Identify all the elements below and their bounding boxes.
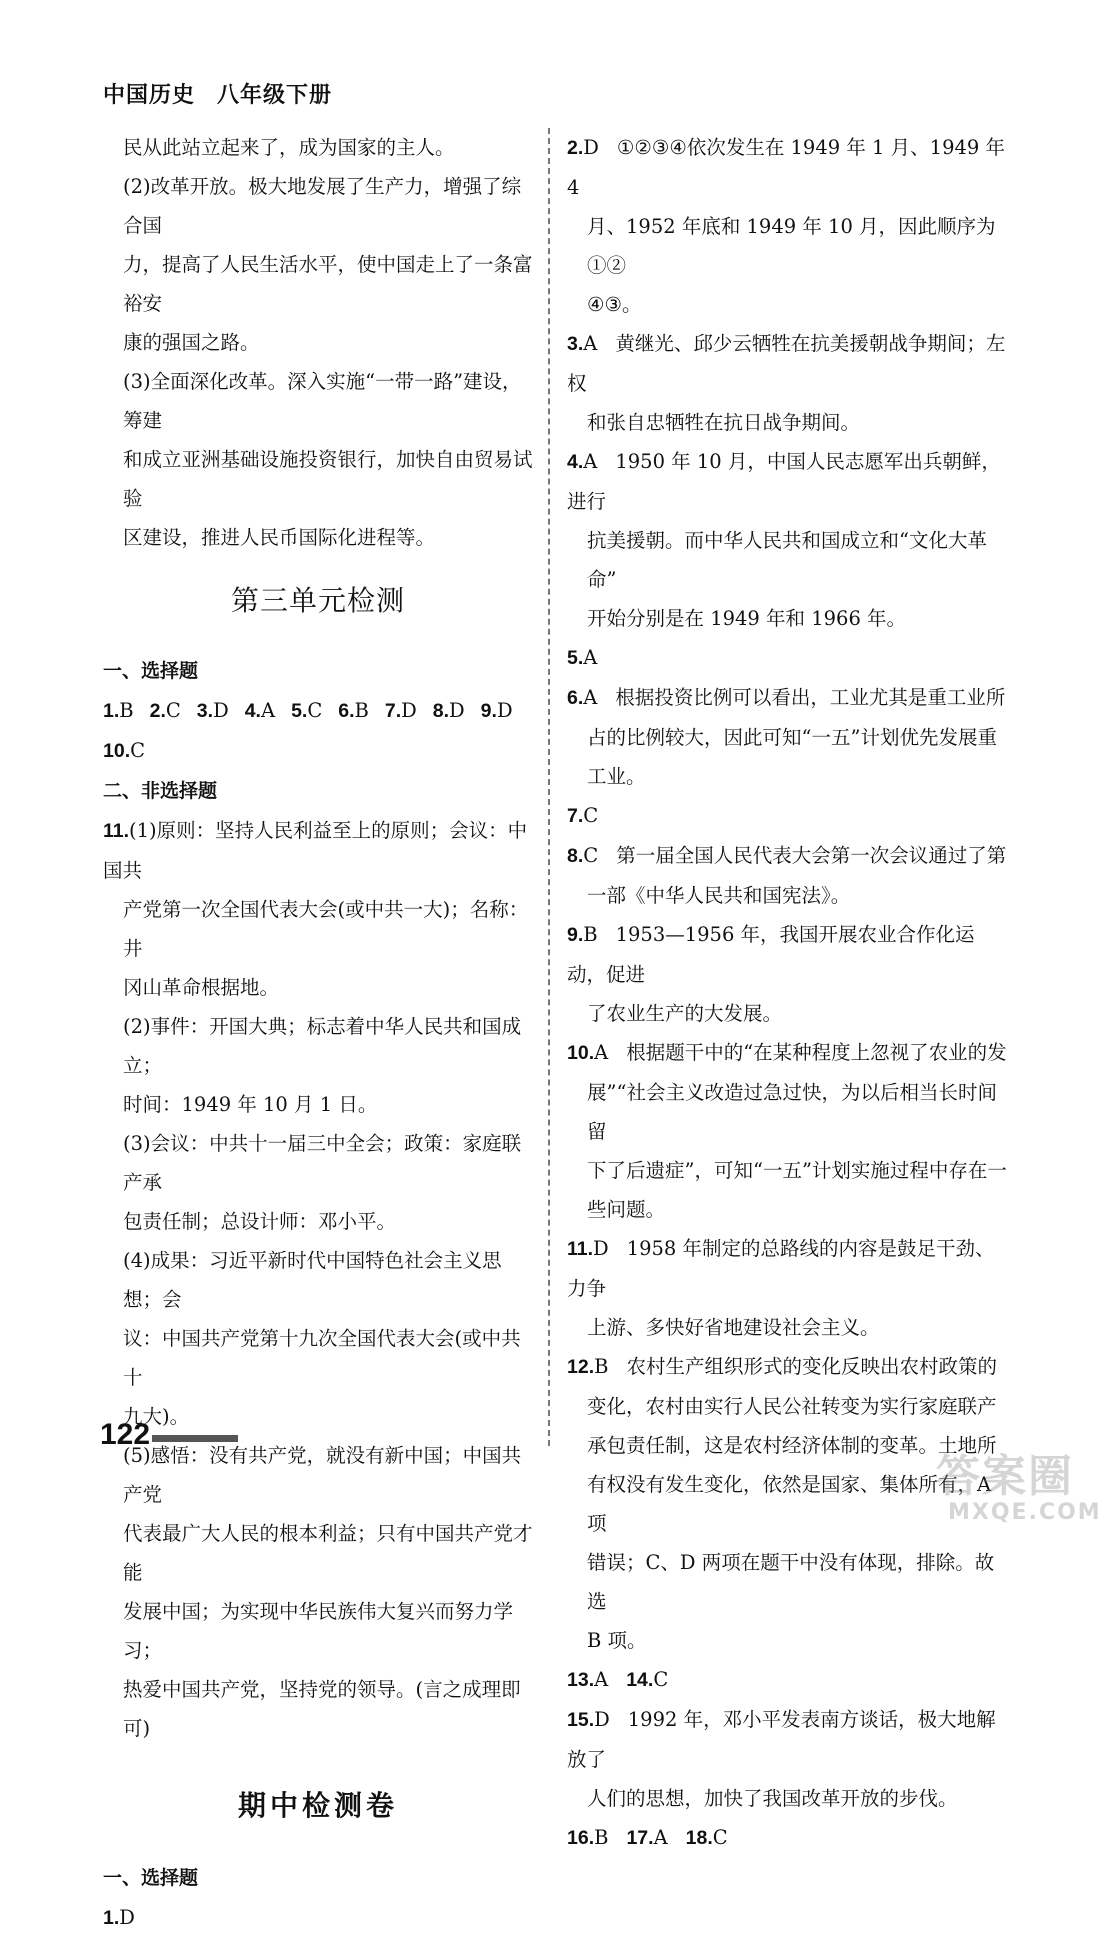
intro-line: (3)全面深化改革。深入实施“一带一路”建设，筹建 (123, 370, 522, 432)
answer-line (567, 521, 1007, 599)
mcq-choice: D (213, 699, 229, 722)
answer-text: 承包责任制，这是农村经济体制的变革。土地所 (587, 1434, 997, 1457)
mcq-answer (433, 699, 465, 722)
answer-number: 12. (567, 1356, 595, 1378)
mcq-number: 6. (338, 700, 355, 722)
answer-choice: C (583, 804, 599, 827)
answer-number: 13. (567, 1669, 595, 1691)
q11-line (103, 1124, 533, 1202)
answer-line (567, 324, 1007, 403)
answer-choice: B (594, 1826, 609, 1849)
q11-line (103, 968, 533, 1007)
answer-text: 有权没有发生变化，依然是国家、集体所有，A 项 (587, 1473, 992, 1535)
answer-choice: A (583, 332, 598, 355)
mcq-choice: C (165, 699, 181, 722)
watermark-logo: 答案圈 (936, 1451, 1074, 1502)
mcq-number: 7. (384, 700, 402, 722)
q11-number: 11. (103, 820, 130, 842)
section-heading-mcq: 一、选择题 (103, 660, 199, 682)
answer-text: 抗美援朝。而中华人民共和国成立和“文化大革命” (587, 529, 987, 591)
q11-line (103, 890, 533, 968)
answer-text: 农村生产组织形式的变化反映出农村政策的 (626, 1355, 997, 1378)
answer-line (567, 718, 1007, 757)
answer-choice: A (594, 1668, 609, 1691)
answer-number: 4. (567, 451, 584, 473)
section-heading-nonmcq: 二、非选择题 (103, 780, 218, 802)
answer-text: 工业。 (587, 765, 646, 788)
watermark-url: MXQE.COM (948, 1500, 1102, 1525)
answer-text: 1992 年，邓小平发表南方谈话，极大地解放了 (567, 1708, 996, 1771)
answer-line (567, 1700, 1007, 1779)
answer-text: 根据投资比例可以看出，工业尤其是重工业所 (615, 686, 1006, 709)
answers-16-18 (567, 1818, 1007, 1858)
intro-line: 民从此站立起来了，成为国家的主人。 (123, 136, 455, 159)
answer-number: 2. (567, 137, 584, 159)
q11-text: (1)原则：坚持人民利益至上的原则；会议：中国共 (103, 819, 528, 882)
grade-title: 八年级下册 (217, 83, 333, 108)
answer-text: 展”“社会主义改造过急过快，为以后相当长时间留 (587, 1081, 997, 1143)
mcq-answer (103, 699, 134, 722)
mcq-answer (385, 699, 417, 722)
answer-choice: D (583, 136, 599, 159)
answer-list (567, 128, 1007, 1818)
subject-title: 中国历史 (103, 83, 196, 108)
mcq-choice: B (119, 699, 134, 722)
answer-line (567, 1151, 1007, 1190)
mcq-number: 9. (480, 700, 497, 722)
answer-line (567, 1229, 1007, 1308)
answer-text: 人们的思想，加快了我国改革开放的步伐。 (587, 1787, 958, 1810)
mcq-answer-10: 10.C (103, 739, 146, 762)
q11-text: 发展中国；为实现中华民族伟大复兴而努力学习； (123, 1600, 514, 1662)
mcq-number: 1. (103, 700, 120, 722)
q11-text: (3)会议：中共十一届三中全会；政策：家庭联产承 (123, 1132, 522, 1194)
answer-item (567, 1826, 608, 1849)
page-header (103, 78, 332, 109)
answer-line (567, 757, 1007, 796)
midterm-answer-1: 1.D (103, 1906, 135, 1929)
q11-line (103, 1592, 533, 1670)
left-column (103, 128, 533, 1938)
q11-line (103, 1436, 533, 1514)
answer-line (567, 915, 1007, 994)
mcq-choice: D (449, 699, 465, 722)
mcq-number: 8. (432, 700, 450, 722)
answer-line (567, 994, 1007, 1033)
answer-choice: C (712, 1826, 728, 1849)
answer-line (567, 1347, 1007, 1387)
answer-line (567, 599, 1007, 638)
q11-text: 代表最广大人民的根本利益；只有中国共产党才能 (123, 1522, 533, 1584)
mcq-answer (338, 699, 369, 722)
answer-line (567, 1073, 1007, 1151)
mcq-answer (291, 699, 322, 722)
q11-line (103, 1241, 533, 1319)
answer-text: 一部《中华人民共和国宪法》。 (587, 884, 851, 907)
answer-item (686, 1826, 728, 1849)
q11-text: 九大)。 (123, 1405, 190, 1428)
q11-line (103, 1085, 533, 1124)
answer-number: 9. (567, 924, 584, 946)
q11-text: (5)感悟：没有共产党，就没有新中国；中国共产党 (123, 1444, 522, 1506)
answer-item (626, 1826, 667, 1849)
answer-text: 上游、多快好省地建设社会主义。 (587, 1316, 880, 1339)
answer-choice: D (594, 1708, 610, 1731)
answer-text: 1958 年制定的总路线的内容是鼓足干劲、力争 (567, 1237, 995, 1300)
midterm-title: 期中检测卷 (237, 1789, 398, 1822)
q11-text: 议：中国共产党第十九次全国代表大会(或中共十 (123, 1327, 521, 1389)
intro-line: 康的强国之路。 (123, 331, 260, 354)
mcq-choice: C (307, 699, 323, 722)
answer-choice: A (583, 450, 598, 473)
answer-line (567, 1387, 1007, 1426)
answer-line (567, 128, 1007, 207)
mcq-choice: A (260, 699, 276, 722)
answer-text: 些问题。 (587, 1198, 666, 1221)
q11-answer (103, 811, 533, 1748)
answer-choice: A (583, 646, 598, 669)
answer-number: 7. (567, 805, 584, 827)
page-number: 122 (100, 1418, 151, 1451)
q11-text: (2)事件：开国大典；标志着中华人民共和国成立； (123, 1015, 522, 1077)
q11-text: 冈山革命根据地。 (123, 976, 280, 999)
answer-choice: C (583, 844, 599, 867)
mcq-answer (197, 699, 229, 722)
answer-number: 16. (567, 1827, 595, 1849)
q11-line (103, 1397, 533, 1436)
answer-number: 10. (567, 1042, 595, 1064)
mcq-choice: B (354, 699, 369, 722)
answer-line (567, 1033, 1007, 1073)
intro-line: 区建设，推进人民币国际化进程等。 (123, 526, 436, 549)
answer-number: 14. (626, 1669, 654, 1691)
answer-text: 占的比例较大，因此可知“一五”计划优先发展重 (587, 726, 997, 749)
answer-number: 8. (567, 845, 584, 867)
answer-extra (626, 1668, 668, 1691)
mcq-number: 5. (291, 700, 308, 722)
answer-text: 月、1952 年底和 1949 年 10 月，因此顺序为①② (587, 215, 996, 277)
mcq-answers-row (103, 691, 533, 731)
section-heading-midterm-mcq: 一、选择题 (103, 1867, 199, 1889)
answer-line (567, 285, 1007, 324)
answer-text: B 项。 (587, 1629, 647, 1652)
answer-text: 变化，农村由实行人民公社转变为实行家庭联产 (587, 1395, 997, 1418)
q11-line (103, 1514, 533, 1592)
answer-number: 11. (567, 1238, 594, 1260)
q11-line (103, 811, 533, 890)
answer-text: 错误；C、D 两项在题干中没有体现，排除。故选 (587, 1551, 995, 1613)
page-number-bar (152, 1435, 238, 1442)
mcq-number: 4. (244, 700, 261, 722)
mcq-number: 2. (149, 700, 166, 722)
intro-line: 力，提高了人民生活水平，使中国走上了一条富裕安 (123, 253, 533, 315)
answer-line (567, 1779, 1007, 1818)
intro-block (103, 128, 533, 557)
column-divider (548, 128, 550, 1446)
q11-text: 包责任制；总设计师：邓小平。 (123, 1210, 397, 1233)
q11-line (103, 1319, 533, 1397)
answer-text: 第一届全国人民代表大会第一次会议通过了第 (616, 844, 1007, 867)
answer-line (567, 876, 1007, 915)
q11-text: 时间：1949 年 10 月 1 日。 (123, 1093, 378, 1116)
answer-choice: B (583, 923, 598, 946)
answer-number: 15. (567, 1709, 595, 1731)
q11-line (103, 1007, 533, 1085)
answer-number: 6. (567, 687, 584, 709)
intro-line: (2)改革开放。极大地发展了生产力，增强了综合国 (123, 175, 522, 237)
answer-choice: A (594, 1041, 609, 1064)
answer-line (567, 1621, 1007, 1660)
answer-line (567, 1660, 1007, 1700)
answer-text: 了农业生产的大发展。 (587, 1002, 783, 1025)
q11-line (103, 1670, 533, 1748)
unit-title: 第三单元检测 (230, 584, 405, 617)
answer-line (567, 638, 1007, 678)
q11-line (103, 1202, 533, 1241)
mcq-choice: D (496, 699, 513, 722)
answer-text: 下了后遗症”，可知“一五”计划实施过程中存在一 (587, 1159, 1007, 1182)
answer-choice: A (653, 1826, 668, 1849)
answer-line (567, 836, 1007, 876)
q11-text: 热爱中国共产党，坚持党的领导。(言之成理即可) (123, 1678, 521, 1740)
answer-line (567, 1308, 1007, 1347)
answer-text: ①②③④依次发生在 1949 年 1 月、1949 年 4 (567, 136, 1005, 199)
q11-text: 产党第一次全国代表大会(或中共一大)；名称：井 (123, 898, 529, 960)
mcq-choice: D (401, 699, 417, 722)
answer-choice: D (593, 1237, 609, 1260)
answer-line (567, 678, 1007, 718)
q11-text: (4)成果：习近平新时代中国特色社会主义思想；会 (123, 1249, 502, 1311)
answer-line (567, 207, 1007, 285)
answer-text: 和张自忠牺牲在抗日战争期间。 (587, 411, 861, 434)
answer-line (567, 442, 1007, 521)
answer-line (567, 1190, 1007, 1229)
answer-text: 1953—1956 年，我国开展农业合作化运动，促进 (567, 923, 975, 986)
mcq-answer (481, 699, 513, 722)
mcq-answer (245, 699, 275, 722)
answer-choice: B (594, 1355, 609, 1378)
answer-text: 开始分别是在 1949 年和 1966 年。 (587, 607, 907, 630)
answer-number: 18. (685, 1827, 713, 1849)
answer-line (567, 1543, 1007, 1621)
answer-choice: A (583, 686, 598, 709)
answer-text: 黄继光、邱少云牺牲在抗美援朝战争期间；左权 (567, 332, 1006, 395)
answer-choice: C (653, 1668, 669, 1691)
answer-number: 17. (626, 1827, 654, 1849)
answer-line (567, 403, 1007, 442)
answer-number: 3. (567, 333, 584, 355)
answer-line (567, 796, 1007, 836)
answer-text: 根据题干中的“在某种程度上忽视了农业的发 (626, 1041, 1007, 1064)
mcq-number: 3. (196, 700, 214, 722)
watermark (930, 1440, 1100, 1532)
mcq-answer (150, 699, 181, 722)
right-column (567, 128, 1007, 1858)
answer-text: ④③。 (587, 293, 642, 316)
intro-line: 和成立亚洲基础设施投资银行，加快自由贸易试验 (123, 448, 533, 510)
answer-number: 5. (567, 647, 584, 669)
answer-text: 1950 年 10 月，中国人民志愿军出兵朝鲜，进行 (567, 450, 1001, 513)
